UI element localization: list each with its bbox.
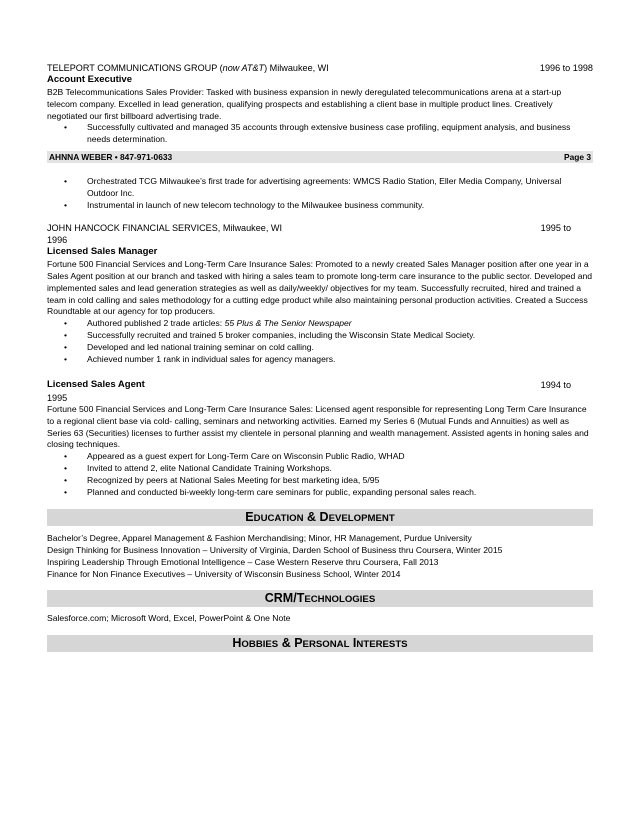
list-item: • Successfully cultivated and managed 35 accounts through extensive business case profiling, equipment analysis, and business needs determination. — [47, 122, 593, 146]
list-item: • Planned and conducted bi-weekly long-term care seminars for public, expanding personal sales reach. — [47, 487, 593, 499]
list-item: • Invited to attend 2, elite National Candidate Training Workshops. — [47, 463, 593, 475]
crm-text: Salesforce.com; Microsoft Word, Excel, PowerPoint & One Note — [47, 612, 291, 623]
list-item: • Orchestrated TCG Milwaukee’s first trade for advertising agreements: WMCS Radio Station, Eller Media Company, Universal Outdoor Inc. — [47, 176, 593, 200]
education-line: Design Thinking for Business Innovation – University of Virginia, Darden School of Business thru Coursera, Winter 2015 — [47, 544, 503, 555]
job2-title: Licensed Sales Manager — [47, 246, 158, 258]
job1-dates: 1996 to 1998 — [539, 63, 593, 73]
education-line: Bachelor’s Degree, Apparel Management & Fashion Merchandising; Minor, HR Management, Purdue University — [47, 532, 472, 543]
job1-continued-bullets — [47, 176, 593, 212]
job1-title: Account Executive — [47, 74, 132, 86]
job1-company: TELEPORT COMMUNICATIONS GROUP (now AT&T) Milwaukee, WI — [47, 63, 329, 73]
list-item: • Authored published 2 trade articles: 55 Plus & The Senior Newspaper — [47, 318, 593, 330]
list-item: • Developed and led national training seminar on cold calling. — [47, 342, 593, 354]
list-item: • Achieved number 1 rank in individual sales for agency managers. — [47, 354, 593, 366]
list-item: • Instrumental in launch of new telecom technology to the Milwaukee business community. — [47, 200, 593, 212]
education-list — [47, 532, 593, 580]
job2-header — [47, 222, 593, 234]
job2-dates-end: 1996 — [47, 235, 68, 246]
job3-bullets — [47, 451, 593, 499]
job3-dates-end: 1995 — [47, 392, 68, 403]
education-line: Inspiring Leadership Through Emotional Intelligence – Case Western Reserve thru Coursera, Fall 2013 — [47, 556, 439, 567]
crm-heading: CRM/TECHNOLOGIES — [47, 590, 593, 607]
job2-bullets — [47, 318, 593, 366]
footer-page-number: Page 3 — [563, 152, 591, 163]
page-footer — [47, 151, 593, 163]
job3-header — [47, 379, 593, 392]
job3-title: Licensed Sales Agent — [47, 379, 145, 391]
job2-summary: Fortune 500 Financial Services and Long-Term Care Insurance Sales: Promoted to a newly created Sales Manager position after one year in a Sales Agent position at our branch and tasked with hiring a sales team to promote long-term care insurance to the public sector. Developed and implemented sales and lead generation strategies as well as daily/weekly/ objectives for my team. Successfully recruited, hired and trained a team in cold calling and sales methodology for a cutting edge product while also maintaining personal production activities. Created a Success Roundtable at our agency for top producers. — [47, 258, 593, 317]
job1-summary: B2B Telecommunications Sales Provider: Tasked with business expansion in newly deregulated telecommunications arena at a start-up telecom company. Excelled in lead generation, qualifying prospects and establishing a client base in multiple product lines. Creatively negotiated our first billboard advertising trade. — [47, 86, 562, 121]
job1-bullets — [47, 122, 593, 146]
job3-summary: Fortune 500 Financial Services and Long-Term Care Insurance Sales: Licensed agent responsible for representing Long Term Care Insurance to a regional client base via cold- calling, seminars and networking activities. Earned my Series 6 (Mutual Funds and Annuities) as well as Series 63 (Securities) licenses to further assist my clientele in personal planning and wealth management. Assisted agents in honing sales and closing techniques. — [47, 403, 589, 450]
list-item: • Appeared as a guest expert for Long-Term Care on Wisconsin Public Radio, WHAD — [47, 451, 593, 463]
job3-dates-start: 1994 to — [540, 380, 571, 391]
job1-header — [47, 62, 593, 74]
job2-company: JOHN HANCOCK FINANCIAL SERVICES, Milwaukee, WI — [47, 222, 282, 233]
education-line: Finance for Non Finance Executives – University of Wisconsin Business School, Winter 2014 — [47, 568, 401, 579]
job2-dates-start: 1995 to — [540, 222, 571, 233]
education-heading: EDUCATION & DEVELOPMENT — [47, 509, 593, 526]
list-item: • Successfully recruited and trained 5 broker companies, including the Wisconsin State Medical Society. — [47, 330, 593, 342]
hobbies-heading: HOBBIES & PERSONAL INTERESTS — [47, 635, 593, 652]
footer-name: AHNNA WEBER • 847-971-0633 — [49, 152, 173, 163]
list-item: • Recognized by peers at National Sales Meeting for best marketing idea, 5/95 — [47, 475, 593, 487]
resume-page — [47, 62, 593, 652]
